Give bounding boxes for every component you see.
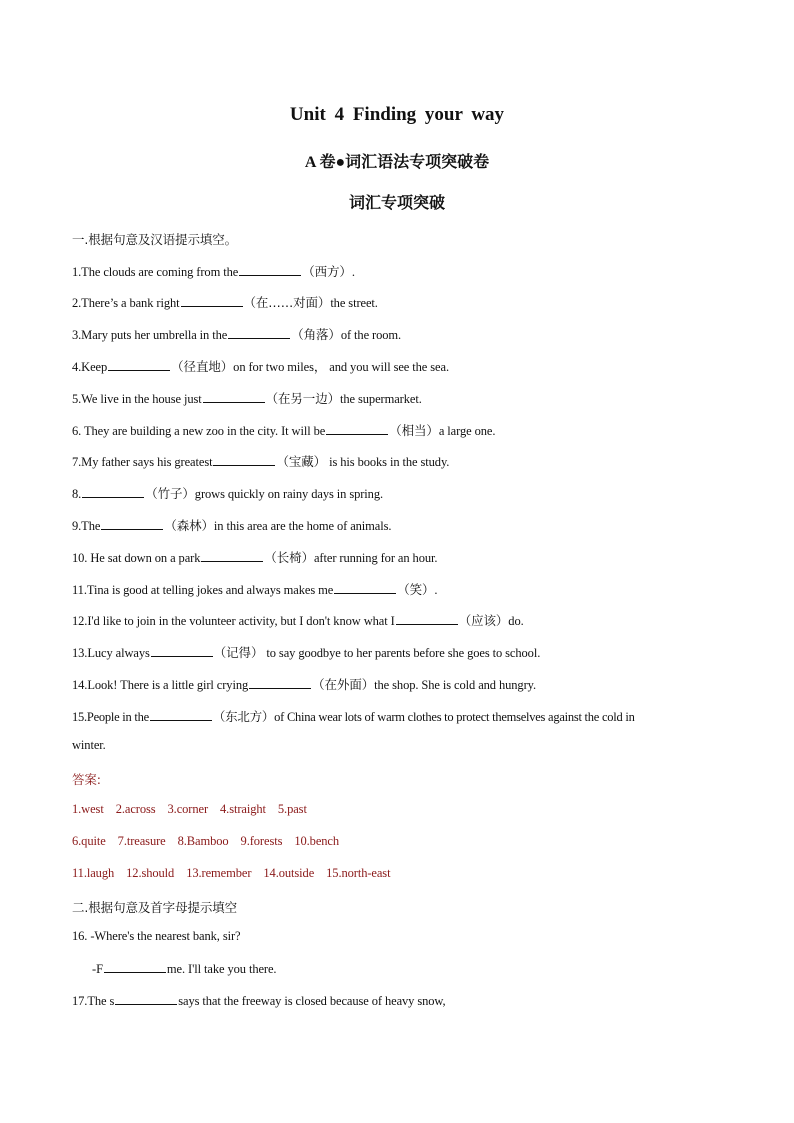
- part1-heading: 一.根据句意及汉语提示填空。: [72, 232, 238, 247]
- question-text: says that the freeway is closed because of heavy snow,: [178, 994, 446, 1008]
- question-15: [72, 707, 635, 725]
- answer-blank[interactable]: [249, 677, 311, 689]
- answer-item: 1.west: [72, 802, 104, 816]
- question-text: of China wear lots of warm clothes to protect themselves against the cold in: [274, 710, 635, 724]
- chinese-hint: （在另一边）: [265, 391, 341, 406]
- question-16: 16. -Where's the nearest bank, sir?: [72, 929, 241, 943]
- answer-blank[interactable]: [228, 327, 290, 339]
- question-text: 6. They are building a new zoo in the city. It will be: [72, 424, 326, 438]
- answer-blank[interactable]: [396, 613, 458, 625]
- question-text: 3.Mary puts her umbrella in the: [72, 328, 228, 342]
- question-text: 9.The: [72, 519, 101, 533]
- question-17: [72, 993, 446, 1009]
- question-3: [72, 325, 401, 343]
- answer-blank[interactable]: [150, 709, 212, 721]
- answer-label: 答案:: [72, 772, 101, 787]
- answer-blank[interactable]: [201, 550, 263, 562]
- answer-item: 13.remember: [186, 866, 252, 880]
- section-title: 词汇专项突破: [348, 195, 445, 212]
- chinese-hint: （记得）: [213, 645, 264, 660]
- chinese-hint: （应该）: [458, 613, 509, 628]
- answers-row-1: [72, 802, 319, 817]
- chinese-hint: （长椅）: [264, 550, 314, 565]
- question-text: 12.I'd like to join in the volunteer activity, but I don't know what I: [72, 614, 395, 628]
- question-13: [72, 643, 540, 661]
- chinese-hint: （径直地）: [171, 359, 234, 374]
- part2-heading: 二.根据句意及首字母提示填空: [72, 900, 238, 915]
- answer-item: 3.corner: [167, 802, 209, 816]
- chinese-hint: （西方）: [302, 264, 352, 279]
- question-text: the supermarket.: [340, 392, 422, 406]
- chinese-hint: （相当）: [389, 423, 439, 438]
- question-text: 10. He sat down on a park: [72, 551, 201, 565]
- answer-blank[interactable]: [101, 518, 163, 530]
- answer-blank[interactable]: [326, 423, 388, 435]
- answer-item: 12.should: [126, 866, 175, 880]
- question-text: 4.Keep: [72, 360, 108, 374]
- question-text: the street.: [330, 296, 378, 310]
- question-text: after running for an hour.: [313, 551, 438, 565]
- question-9: [72, 516, 391, 534]
- question-text: 15.People in the: [72, 710, 149, 724]
- answer-item: 14.outside: [263, 866, 315, 880]
- question-15-continued: winter.: [72, 738, 106, 752]
- question-2: [72, 293, 378, 311]
- answer-blank[interactable]: [115, 993, 177, 1005]
- question-6: [72, 421, 495, 439]
- question-text: 13.Lucy always: [72, 646, 150, 660]
- question-10: [72, 548, 437, 566]
- answer-item: 6.quite: [72, 834, 106, 848]
- question-text: 14.Look! There is a little girl crying: [72, 678, 249, 692]
- answer-blank[interactable]: [82, 486, 144, 498]
- question-text: 1.The clouds are coming from the: [72, 265, 239, 279]
- question-text: me. I'll take you there.: [166, 962, 277, 976]
- unit-title: Unit 4 Finding your way: [289, 104, 505, 125]
- chinese-hint: （角落）: [291, 327, 341, 342]
- answers-row-3: [72, 866, 402, 881]
- answers-row-2: [72, 834, 351, 849]
- answer-blank[interactable]: [213, 454, 275, 466]
- answer-item: 8.Bamboo: [177, 834, 229, 848]
- chinese-hint: （东北方）: [212, 709, 275, 724]
- question-text: 8.: [72, 487, 82, 501]
- question-text: in this area are the home of animals.: [213, 519, 392, 533]
- chinese-hint: （在……对面）: [243, 295, 331, 310]
- chinese-hint: （森林）: [164, 518, 214, 533]
- chinese-hint: （在外面）: [312, 677, 375, 692]
- answer-item: 5.past: [277, 802, 307, 816]
- question-text: do.: [508, 614, 524, 628]
- question-text: grows quickly on rainy days in spring.: [194, 487, 383, 501]
- chinese-hint: （笑）: [397, 582, 435, 597]
- answer-item: 10.bench: [294, 834, 340, 848]
- answer-item: 2.across: [115, 802, 156, 816]
- question-text: 17.The s: [72, 994, 115, 1008]
- question-text: -F: [92, 962, 103, 976]
- chinese-hint: （宝藏）: [276, 454, 327, 469]
- question-text: 5.We live in the house just: [72, 392, 202, 406]
- answer-blank[interactable]: [334, 582, 396, 594]
- question-text: the shop. She is cold and hungry.: [374, 678, 536, 692]
- question-text: 11.Tina is good at telling jokes and always makes me: [72, 583, 334, 597]
- question-5: [72, 389, 422, 407]
- answer-item: 9.forests: [240, 834, 283, 848]
- question-text: is his books in the study.: [326, 455, 450, 469]
- question-11: [72, 580, 437, 598]
- answer-blank[interactable]: [181, 295, 243, 307]
- answer-item: 11.laugh: [72, 866, 115, 880]
- question-text: a large one.: [438, 424, 496, 438]
- question-text: .: [434, 583, 438, 597]
- question-8: [72, 484, 383, 502]
- question-text: on for two miles， and you will see the sea.: [233, 360, 449, 374]
- question-7: [72, 452, 449, 470]
- answer-item: 4.straight: [220, 802, 266, 816]
- answer-blank[interactable]: [108, 359, 170, 371]
- question-text: .: [351, 265, 355, 279]
- question-text: 2.There’s a bank right: [72, 296, 180, 310]
- question-14: [72, 675, 536, 693]
- question-12: [72, 611, 524, 629]
- answer-item: 7.treasure: [117, 834, 166, 848]
- question-1: [72, 262, 355, 280]
- answer-blank[interactable]: [151, 645, 213, 657]
- question-text: of the room.: [340, 328, 402, 342]
- answer-blank[interactable]: [104, 961, 166, 973]
- answer-blank[interactable]: [239, 264, 301, 276]
- paper-subtitle: A 卷●词汇语法专项突破卷: [304, 154, 490, 171]
- answer-item: 15.north-east: [326, 866, 391, 880]
- answer-blank[interactable]: [203, 391, 265, 403]
- question-text: to say goodbye to her parents before she goes to school.: [263, 646, 541, 660]
- question-16-reply: [92, 961, 276, 977]
- chinese-hint: （竹子）: [145, 486, 195, 501]
- question-4: [72, 357, 449, 375]
- question-text: 7.My father says his greatest: [72, 455, 213, 469]
